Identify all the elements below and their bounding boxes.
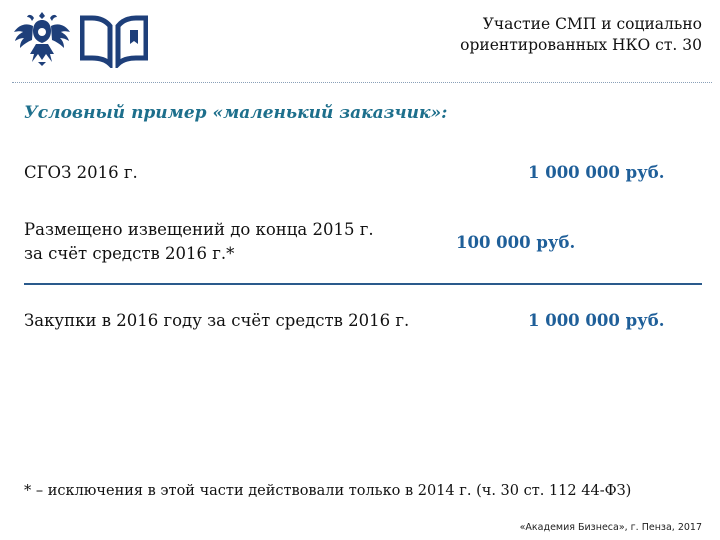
row-value-purchases: 1 000 000 руб.: [528, 311, 665, 330]
row-label-notices-line2: за счёт средств 2016 г.*: [24, 244, 235, 263]
row-label-sgoz: СГОЗ 2016 г.: [24, 163, 138, 182]
header-title-line1: Участие СМП и социально: [482, 15, 702, 33]
row-value-notices: 100 000 руб.: [456, 233, 576, 252]
row-label-purchases: Закупки в 2016 году за счёт средств 2016 г.: [24, 311, 410, 330]
header-title-line2: ориентированных НКО ст. 30: [460, 36, 702, 54]
slide-subtitle: Условный пример «маленький заказчик»:: [24, 103, 448, 123]
open-book-icon: [80, 12, 148, 68]
row-label-notices-line1: Размещено извещений до конца 2015 г.: [24, 220, 374, 239]
row-value-sgoz: 1 000 000 руб.: [528, 163, 665, 182]
russian-eagle-emblem-icon: [10, 6, 74, 70]
row-label-notices: [24, 218, 374, 266]
header-title: [460, 14, 702, 56]
credit-line: «Академия Бизнеса», г. Пенза, 2017: [519, 522, 702, 533]
footnote: * – исключения в этой части действовали только в 2014 г. (ч. 30 ст. 112 44-ФЗ): [24, 483, 632, 499]
section-divider: [24, 283, 702, 285]
header-divider: [12, 82, 712, 83]
